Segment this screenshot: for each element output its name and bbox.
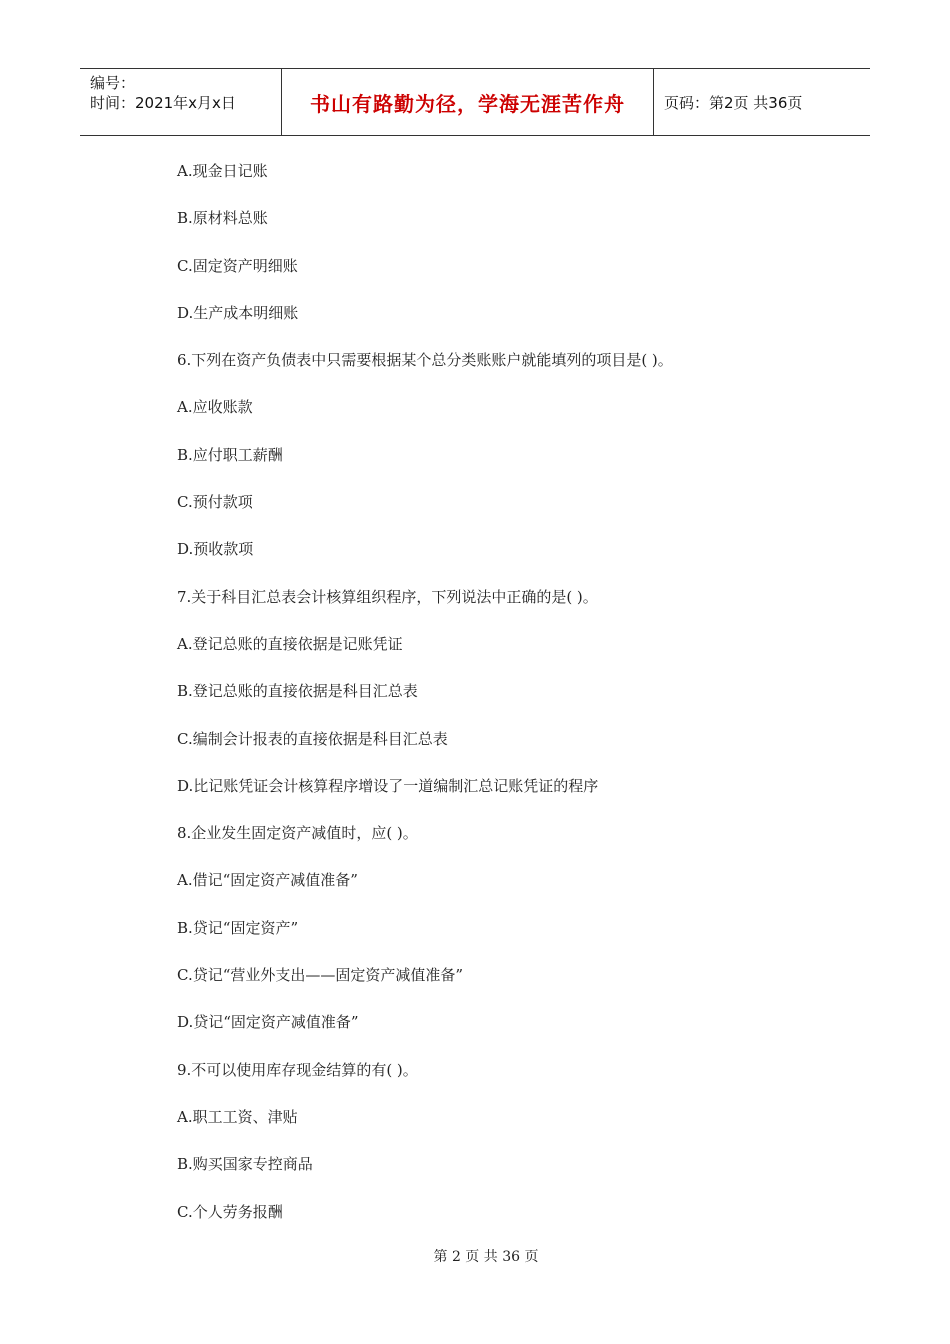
document-date: 时间：2021年x月x日 (90, 94, 236, 112)
header-motto: 书山有路勤为径，学海无涯苦作舟 (281, 69, 654, 135)
text-line: C.个人劳务报酬 (177, 1202, 283, 1221)
text-line: D.比记账凭证会计核算程序增设了一道编制汇总记账凭证的程序 (177, 776, 599, 795)
text-line: A.现金日记账 (177, 162, 268, 180)
question-6: 6.下列在资产负债表中只需要根据某个总分类账账户就能填列的项目是( )。 (177, 351, 673, 370)
page-footer: 第 2 页 共 36 页 (433, 1249, 539, 1265)
question-8: 8.企业发生固定资产减值时，应( )。 (177, 824, 418, 843)
question-7: 7.关于科目汇总表会计核算组织程序，下列说法中正确的是( )。 (177, 587, 598, 606)
text-line: B.购买国家专控商品 (177, 1155, 313, 1174)
document-body (177, 158, 867, 1246)
text-line: A.借记“固定资产减值准备” (177, 871, 358, 890)
page-header (80, 68, 870, 136)
text-line: C.预付款项 (177, 493, 253, 512)
document-number-label: 编号： (90, 74, 136, 92)
text-line: C.贷记“营业外支出——固定资产减值准备” (177, 966, 464, 985)
text-line: D.生产成本明细账 (177, 303, 299, 322)
header-meta (80, 69, 281, 135)
text-line: D.预收款项 (177, 540, 254, 559)
text-line: A.职工工资、津贴 (177, 1107, 298, 1126)
text-line: A.应收账款 (177, 398, 253, 417)
text-line: B.登记总账的直接依据是科目汇总表 (177, 682, 418, 701)
text-line: B.原材料总账 (177, 209, 268, 228)
question-9: 9.不可以使用库存现金结算的有( )。 (177, 1060, 418, 1079)
text-line: B.贷记“固定资产” (177, 918, 299, 937)
text-line: B.应付职工薪酬 (177, 445, 283, 464)
text-line: A.登记总账的直接依据是记账凭证 (177, 634, 403, 653)
text-line: D.贷记“固定资产减值准备” (177, 1013, 359, 1032)
text-line: C.固定资产明细账 (177, 256, 298, 275)
text-line: C.编制会计报表的直接依据是科目汇总表 (177, 729, 448, 748)
header-page-info: 页码：第2页 共36页 (664, 93, 803, 112)
